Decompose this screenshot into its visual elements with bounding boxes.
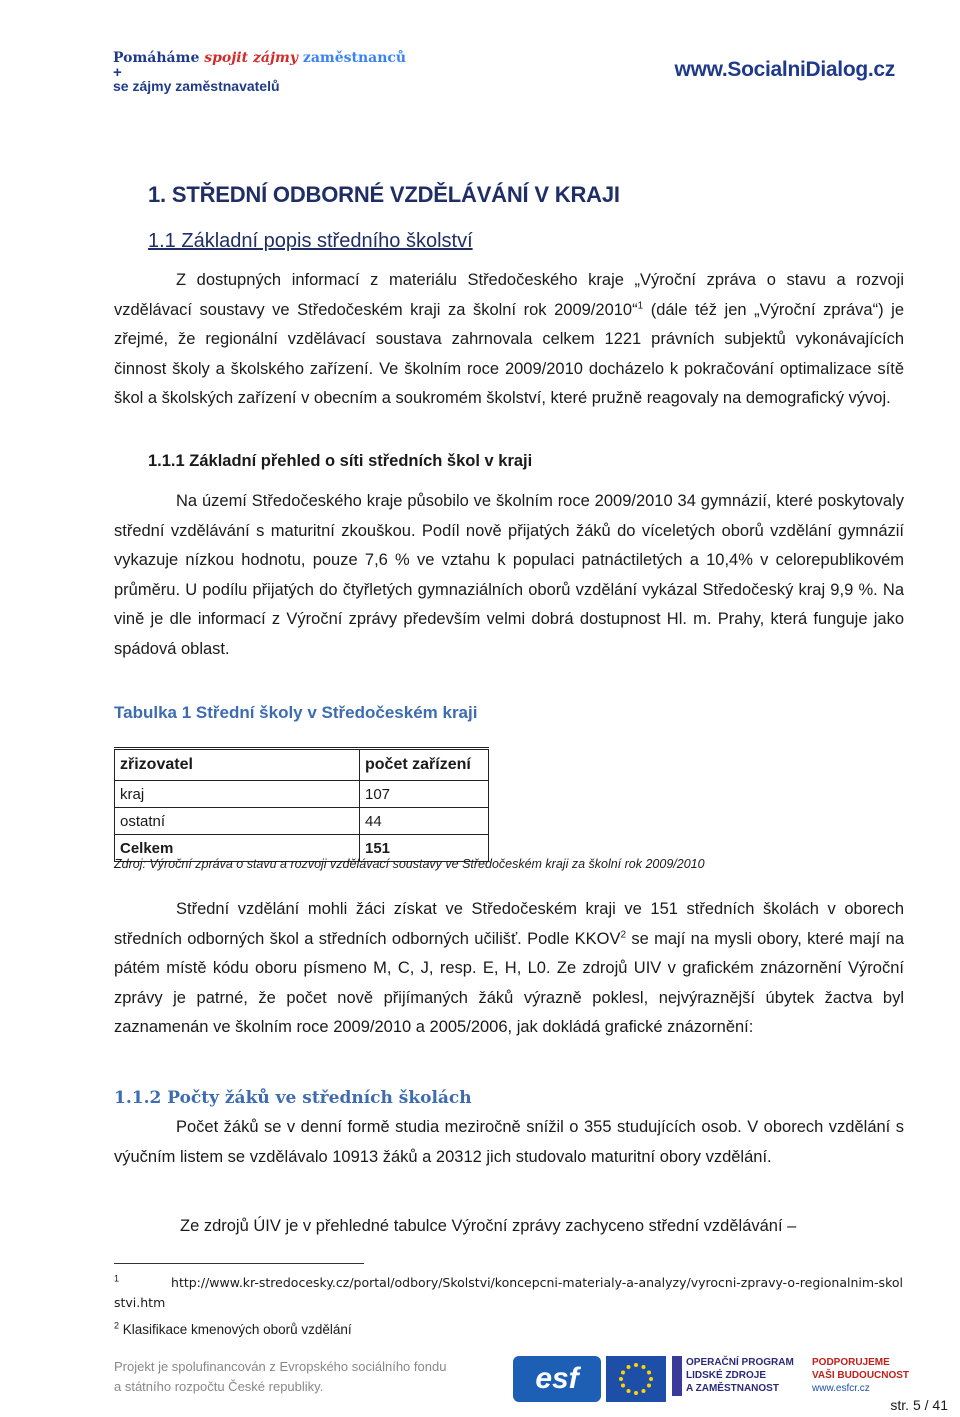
header-slogan: [113, 50, 406, 66]
uiv-text: Ze zdrojů ÚIV je v přehledné tabulce Výroční zprávy zachyceno střední vzdělávání –: [180, 1217, 797, 1235]
students-text: Počet žáků se v denní formě studia meziročně snížil o 355 studujících osob. V oborech vzdělání s výučním listem se vzdělávalo 10913 žáků a 20312 jich studovalo maturitní obory vzdělání.: [114, 1118, 904, 1166]
footnote-ref-1[interactable]: 1: [637, 300, 644, 311]
table-header-cell: zřizovatel: [115, 749, 360, 781]
op-logo-line1: OPERAČNÍ PROGRAM: [686, 1357, 794, 1368]
table-source: Zdroj: Výroční zpráva o stavu a rozvoji vzdělávací soustavy ve Středočeském kraji za školní rok 2009/2010: [114, 857, 705, 871]
footer-cofinance-line1: Projekt je spolufinancován z Evropského sociálního fondu: [114, 1359, 447, 1374]
footnote-1-link[interactable]: http://www.kr-stredocesky.cz/portal/odbory/Skolstvi/koncepcni-materialy-a-analyzy/vyrocni-zpravy-o-regionalnim-skolstvi.htm: [114, 1275, 903, 1310]
subsection-heading: 1.1.1 Základní přehled o síti středních škol v kraji: [148, 452, 533, 470]
footnote-1: [114, 1273, 904, 1313]
table-cell: 44: [360, 808, 489, 835]
schools-table: [114, 747, 489, 862]
table-cell: Celkem: [115, 835, 360, 862]
esfcr-logo: [812, 1356, 912, 1402]
slogan-part-2: spojit zájmy: [204, 50, 298, 66]
op-logo-line2: LIDSKÉ ZDROJE: [686, 1370, 767, 1381]
footnote-1-number: 1: [114, 1273, 120, 1284]
footnote-2-text: Klasifikace kmenových oborů vzdělání: [122, 1322, 352, 1337]
op-logo-line3: A ZAMĚSTNANOST: [686, 1383, 779, 1394]
gymnasium-text: Na území Středočeského kraje působilo ve školním roce 2009/2010 34 gymnázií, které poskytovaly střední vzdělávání s maturitní zkouškou. Podíl nově přijatých žáků do víceletých oborů vzdělání gymnázií vykazuje nízkou hodnotu, pouze 7,6 % ve vztahu k populaci patnáctiletých a 10,4% v celorepublikovém průměru. U podílu přijatých do čtyřletých gymnaziálních oborů vzdělání vykázal Středočeský kraj 9,9 %. Na vině je dle informací z Výroční zprávy především velmi dobrá dostupnost Hl. m. Prahy, která funguje jako spádová oblast.: [114, 492, 904, 658]
vocational-text-b: se mají na mysli obory, které mají na pátém místě kódu oboru písmeno M, C, J, resp. E, H, L0. Ze zdrojů UIV v grafickém znázornění Výroční zprávy je patrné, že počet nově přijímaných žáků výrazně poklesl, nejvýraznější úbytek žactva byl zaznamenán ve školním roce 2009/2010 a 2005/2006, jak dokládá grafické znázornění:: [114, 929, 904, 1036]
footnote-2: [114, 1320, 904, 1340]
table-cell: 151: [360, 835, 489, 862]
esf-logo: esf: [513, 1356, 601, 1402]
page-number: str. 5 / 41: [890, 1397, 948, 1413]
gymnasium-paragraph: [114, 487, 904, 664]
section-heading: 1.1 Základní popis středního školství: [148, 230, 473, 252]
uiv-paragraph: [180, 1212, 904, 1242]
students-paragraph: [114, 1113, 904, 1172]
table-header-cell: počet zařízení: [360, 749, 489, 781]
intro-paragraph: [114, 266, 904, 414]
slogan-part-1: Pomáháme: [113, 50, 205, 66]
header-slogan-line2: se zájmy zaměstnavatelů: [113, 78, 280, 94]
table-row: [115, 781, 489, 808]
vocational-text-a: Střední vzdělání mohli žáci získat ve Středočeském kraji ve 151 středních školách v oborech středních odborných škol a středních odborných učilišť. Podle KKOV: [114, 900, 904, 948]
table-cell: ostatní: [115, 808, 360, 835]
chapter-heading: 1. STŘEDNÍ ODBORNÉ VZDĚLÁVÁNÍ V KRAJI: [148, 182, 620, 207]
intro-text-b: (dále též jen „Výroční zpráva“) je zřejmé, že regionální vzdělávací soustava zahrnovala celkem 1221 právních subjektů vykonávajících činnost školy a školského zařízení. Ve školním roce 2009/2010 docházelo k pokračování optimalizace sítě škol a školských zařízení v obecním a soukromém školství, které pružně reagovaly na demografický vývoj.: [114, 300, 904, 407]
header-site-link[interactable]: www.SocialniDialog.cz: [674, 58, 895, 81]
header-plus: +: [113, 64, 122, 81]
op-lzz-logo: [672, 1356, 802, 1402]
table-header-row: [115, 749, 489, 781]
esfcr-logo-line2: VAŠI BUDOUCNOST: [812, 1370, 910, 1381]
slogan-part-3: zaměstnanců: [298, 50, 407, 66]
footnote-separator: [114, 1263, 364, 1264]
table-cell: 107: [360, 781, 489, 808]
vocational-paragraph: [114, 895, 904, 1043]
subsection-heading-2: 1.1.2 Počty žáků ve středních školách: [114, 1088, 472, 1108]
table-row: [115, 808, 489, 835]
esfcr-logo-line1: PODPORUJEME: [812, 1357, 890, 1368]
esfcr-logo-url[interactable]: www.esfcr.cz: [812, 1383, 870, 1394]
footnote-ref-2[interactable]: 2: [620, 929, 627, 940]
intro-text-a: Z dostupných informací z materiálu Středočeského kraje „Výroční zpráva o stavu a rozvoji vzdělávací soustavy ve Středočeském kraji za školní rok 2009/2010“: [114, 271, 904, 319]
eu-flag-icon: [606, 1356, 666, 1402]
op-logo-mark-icon: [672, 1356, 682, 1396]
table-caption: Tabulka 1 Střední školy v Středočeském kraji: [114, 703, 478, 722]
footer-cofinance-line2: a státního rozpočtu České republiky.: [114, 1379, 324, 1394]
table-cell: kraj: [115, 781, 360, 808]
footnote-2-number: 2: [114, 1320, 120, 1331]
